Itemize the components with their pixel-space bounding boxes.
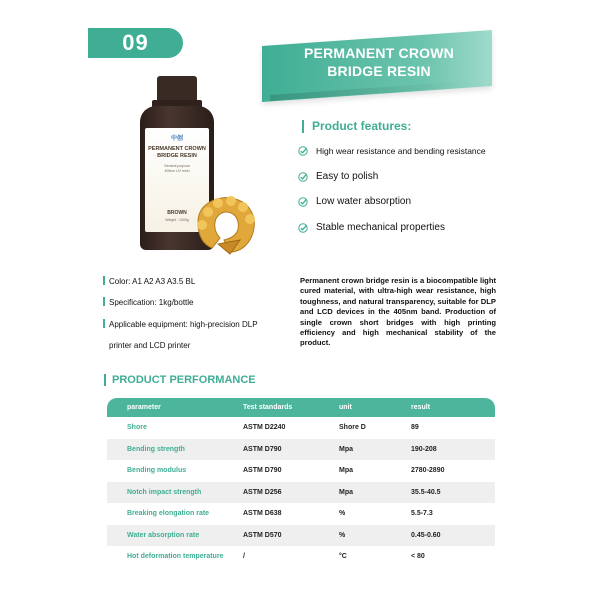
cell-parameter: Notch impact strength bbox=[127, 488, 202, 496]
table-header-row bbox=[107, 398, 495, 417]
cell-result: 190-208 bbox=[411, 445, 437, 453]
bottle-title-line1: PERMANENT CROWN bbox=[148, 146, 206, 152]
performance-table bbox=[107, 398, 495, 568]
cell-unit: Mpa bbox=[339, 467, 353, 475]
product-description: Permanent crown bridge resin is a biocompatible light cured material, with ultra-high wear resistance, high toughness, and natural transparency, suitable for DLP and LCD devices in the 405nm band. Production of single crown short bridges with high printing efficiency and high mechanical stability of the product. bbox=[300, 276, 496, 348]
cell-parameter: Hot deformation temperature bbox=[127, 553, 224, 561]
cell-standard: ASTM D2240 bbox=[243, 424, 286, 432]
header-unit: unit bbox=[339, 404, 352, 411]
bottle-title-line2: BRIDGE RESIN bbox=[157, 153, 197, 159]
feature-text: High wear resistance and bending resistance bbox=[316, 146, 486, 156]
bottle-logo: 中创 bbox=[170, 136, 183, 142]
header-test-standards: Test standards bbox=[243, 404, 293, 411]
page-number: 09 bbox=[122, 30, 149, 55]
cell-unit: % bbox=[339, 531, 346, 539]
table-row bbox=[107, 525, 495, 547]
cell-result: 89 bbox=[411, 424, 419, 432]
cell-parameter: Shore bbox=[127, 424, 147, 432]
check-icon bbox=[298, 146, 308, 156]
cell-standard: ASTM D256 bbox=[243, 488, 282, 496]
cell-result: 0.45-0.60 bbox=[411, 531, 441, 539]
cell-standard: ASTM D790 bbox=[243, 467, 282, 475]
cell-result: < 80 bbox=[411, 553, 425, 561]
feature-item bbox=[298, 146, 486, 156]
feature-item bbox=[298, 171, 378, 182]
header-result: result bbox=[411, 404, 431, 411]
cell-parameter: Bending strength bbox=[127, 445, 185, 453]
spec-specification bbox=[103, 297, 194, 308]
cell-parameter: Water absorption rate bbox=[127, 531, 200, 539]
spec-bar bbox=[103, 297, 105, 306]
spec-bar bbox=[103, 319, 105, 328]
bottle-label-subtitle bbox=[145, 164, 209, 174]
cell-standard: ASTM D638 bbox=[243, 510, 282, 518]
spec-color-text: Color: A1 A2 A3 A3.5 BL bbox=[109, 277, 196, 286]
cell-unit: Mpa bbox=[339, 445, 353, 453]
table-row bbox=[107, 460, 495, 482]
feature-item bbox=[298, 222, 445, 233]
check-icon bbox=[298, 197, 308, 207]
header-parameter: parameter bbox=[127, 404, 161, 411]
bottle-sub-line1: General purpose bbox=[163, 164, 191, 168]
cell-result: 35.5-40.5 bbox=[411, 488, 441, 496]
bottle-color: BROWN bbox=[167, 210, 187, 216]
cell-unit: °C bbox=[339, 553, 347, 561]
feature-text: Easy to polish bbox=[316, 171, 379, 182]
feature-text: Stable mechanical properties bbox=[316, 222, 445, 233]
cell-parameter: Breaking elongation rate bbox=[127, 510, 210, 518]
bottle-cap bbox=[157, 76, 197, 102]
spec-bar bbox=[103, 276, 105, 285]
spec-color bbox=[103, 276, 195, 287]
table-row bbox=[107, 439, 495, 461]
page-number-tab bbox=[88, 28, 183, 58]
bottle-weight: Weight : 1000g bbox=[165, 218, 189, 222]
features-title: Product features: bbox=[302, 120, 411, 133]
table-row bbox=[107, 546, 495, 568]
cell-standard: ASTM D790 bbox=[243, 445, 282, 453]
bottle-sub-line2: 405nm UV resin bbox=[164, 169, 190, 173]
cell-parameter: Bending modulus bbox=[127, 467, 187, 475]
feature-item bbox=[298, 196, 411, 207]
table-row bbox=[107, 482, 495, 504]
spec-specification-text: Specification: 1kg/bottle bbox=[109, 298, 194, 307]
cell-standard: / bbox=[243, 553, 245, 561]
table-row bbox=[107, 503, 495, 525]
product-title-line2: BRIDGE RESIN bbox=[327, 63, 431, 79]
cell-result: 2780-2890 bbox=[411, 467, 445, 475]
cell-standard: ASTM D570 bbox=[243, 531, 282, 539]
bottle-label-title bbox=[145, 146, 209, 160]
product-title-line1: PERMANENT CROWN bbox=[304, 45, 454, 61]
check-icon bbox=[298, 172, 308, 182]
product-title bbox=[270, 44, 488, 80]
cell-unit: Mpa bbox=[339, 488, 353, 496]
feature-text: Low water absorption bbox=[316, 196, 412, 207]
cell-result: 5.5-7.3 bbox=[411, 510, 433, 518]
spec-equipment-text: Applicable equipment: high-precision DLP bbox=[109, 320, 258, 329]
spec-equipment-line2: printer and LCD printer bbox=[109, 341, 191, 350]
check-icon bbox=[298, 223, 308, 233]
spec-equipment bbox=[103, 319, 258, 330]
table-row bbox=[107, 417, 495, 439]
performance-title: PRODUCT PERFORMANCE bbox=[104, 374, 256, 386]
cell-unit: % bbox=[339, 510, 346, 518]
dental-model-image bbox=[190, 192, 262, 256]
cell-unit: Shore D bbox=[339, 424, 366, 432]
